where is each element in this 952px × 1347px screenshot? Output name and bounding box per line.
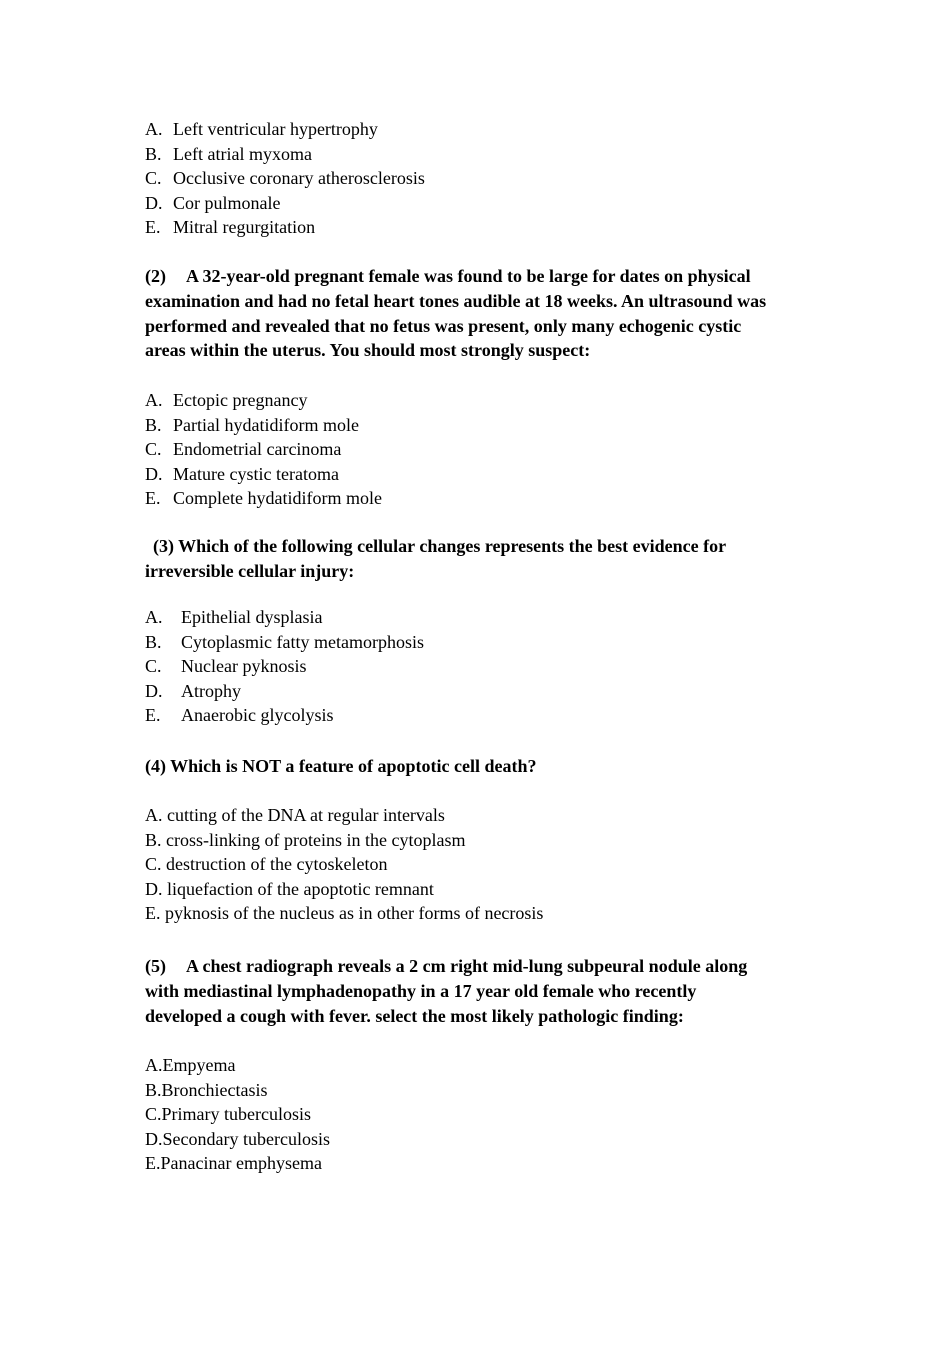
q3-option-c bbox=[145, 654, 825, 679]
q3-option-e bbox=[145, 703, 825, 728]
option-text: Mature cystic teratoma bbox=[173, 463, 339, 484]
option-text: Empyema bbox=[162, 1055, 236, 1075]
q5-option-a bbox=[145, 1053, 825, 1078]
q4-options bbox=[145, 803, 825, 926]
q1-option-b bbox=[145, 142, 825, 167]
option-text: cutting of the DNA at regular intervals bbox=[167, 805, 445, 825]
option-text: Mitral regurgitation bbox=[173, 217, 316, 238]
option-letter: E. bbox=[145, 1153, 161, 1174]
q5-number: (5) bbox=[145, 956, 166, 976]
option-text: Cor pulmonale bbox=[173, 192, 281, 213]
option-text: Panacinar emphysema bbox=[160, 1153, 322, 1174]
option-text: Cytoplasmic fatty metamorphosis bbox=[181, 631, 424, 652]
option-letter: A. bbox=[145, 805, 163, 825]
option-text: Epithelial dysplasia bbox=[181, 607, 323, 627]
option-letter: B. bbox=[145, 829, 162, 850]
option-letter: C. bbox=[145, 439, 162, 460]
option-letter: E. bbox=[145, 705, 161, 726]
option-text: Complete hydatidiform mole bbox=[173, 488, 382, 509]
q1-options bbox=[145, 117, 825, 240]
q4-question bbox=[145, 754, 825, 779]
q5-line-1 bbox=[145, 954, 825, 979]
q4-line-1: (4) Which is NOT a feature of apoptotic cell death? bbox=[145, 756, 537, 776]
q2-line-1 bbox=[145, 264, 825, 289]
option-text: Ectopic pregnancy bbox=[173, 390, 308, 410]
q5-option-c bbox=[145, 1102, 825, 1127]
q3-options bbox=[145, 605, 825, 728]
q2-option-e bbox=[145, 486, 825, 511]
q2-number: (2) bbox=[145, 266, 166, 286]
option-letter: D. bbox=[145, 192, 163, 213]
q4-option-d bbox=[145, 877, 825, 902]
option-text: pyknosis of the nucleus as in other forms of necrosis bbox=[165, 903, 544, 924]
option-text: Secondary tuberculosis bbox=[162, 1128, 330, 1149]
option-text: Occlusive coronary atherosclerosis bbox=[173, 168, 425, 189]
option-letter: E. bbox=[145, 488, 161, 509]
q2-line-4: areas within the uterus. You should most strongly suspect: bbox=[145, 340, 591, 361]
option-letter: E. bbox=[145, 903, 161, 924]
option-text: liquefaction of the apoptotic remnant bbox=[167, 878, 434, 899]
option-letter: D. bbox=[145, 463, 163, 484]
q4-option-e bbox=[145, 901, 825, 926]
option-letter: A. bbox=[145, 390, 163, 410]
option-letter: E. bbox=[145, 217, 161, 238]
option-letter: C. bbox=[145, 1104, 162, 1125]
q5-option-e bbox=[145, 1151, 825, 1176]
option-text: cross-linking of proteins in the cytoplasm bbox=[166, 829, 466, 850]
option-letter: B. bbox=[145, 1079, 162, 1100]
option-letter: A. bbox=[145, 119, 163, 139]
option-text: Partial hydatidiform mole bbox=[173, 414, 359, 435]
option-text: Anaerobic glycolysis bbox=[181, 705, 334, 726]
q5-options bbox=[145, 1053, 825, 1176]
option-letter: B. bbox=[145, 143, 162, 164]
q3-option-d bbox=[145, 679, 825, 704]
option-letter: D. bbox=[145, 680, 163, 701]
option-letter: C. bbox=[145, 168, 162, 189]
option-letter: D. bbox=[145, 878, 163, 899]
q2-options bbox=[145, 388, 825, 511]
option-text: Left ventricular hypertrophy bbox=[173, 119, 378, 139]
q5-question bbox=[145, 954, 825, 1028]
q2-option-b bbox=[145, 413, 825, 438]
option-letter: B. bbox=[145, 631, 162, 652]
option-text: Endometrial carcinoma bbox=[173, 439, 342, 460]
q3-line-2: irreversible cellular injury: bbox=[145, 560, 355, 581]
q3-question bbox=[145, 534, 825, 584]
q2-option-a bbox=[145, 388, 825, 413]
option-letter: B. bbox=[145, 414, 162, 435]
q1-option-d bbox=[145, 191, 825, 216]
q5-line-2: with mediastinal lymphadenopathy in a 17 year old female who recently bbox=[145, 980, 697, 1001]
option-text: Atrophy bbox=[181, 680, 241, 701]
q2-line-3: performed and revealed that no fetus was present, only many echogenic cystic bbox=[145, 315, 742, 336]
q4-option-b bbox=[145, 828, 825, 853]
q5-option-d bbox=[145, 1127, 825, 1152]
q3-option-a bbox=[145, 605, 825, 630]
option-text: Bronchiectasis bbox=[161, 1079, 268, 1100]
q1-option-e bbox=[145, 215, 825, 240]
q2-option-d bbox=[145, 462, 825, 487]
q3-option-b bbox=[145, 630, 825, 655]
q3-line-1: (3) Which of the following cellular changes represents the best evidence for bbox=[153, 536, 727, 556]
q1-option-c bbox=[145, 166, 825, 191]
option-letter: C. bbox=[145, 656, 162, 677]
q2-text-1: A 32-year-old pregnant female was found to be large for dates on physical bbox=[186, 266, 751, 286]
option-text: Left atrial myxoma bbox=[173, 143, 312, 164]
option-letter: D. bbox=[145, 1128, 163, 1149]
q4-option-c bbox=[145, 852, 825, 877]
q5-option-b bbox=[145, 1078, 825, 1103]
option-letter: C. bbox=[145, 854, 162, 875]
q5-line-3: developed a cough with fever. select the most likely pathologic finding: bbox=[145, 1005, 684, 1026]
q2-line-2: examination and had no fetal heart tones audible at 18 weeks. An ultrasound was bbox=[145, 290, 767, 311]
q5-text-1: A chest radiograph reveals a 2 cm right mid-lung subpeural nodule along bbox=[186, 956, 748, 976]
q4-option-a bbox=[145, 803, 825, 828]
option-text: Nuclear pyknosis bbox=[181, 656, 307, 677]
option-text: Primary tuberculosis bbox=[161, 1104, 311, 1125]
q1-option-a bbox=[145, 117, 825, 142]
option-letter: A. bbox=[145, 607, 163, 627]
option-letter: A. bbox=[145, 1055, 163, 1075]
option-text: destruction of the cytoskeleton bbox=[166, 854, 388, 875]
q2-option-c bbox=[145, 437, 825, 462]
q2-question bbox=[145, 264, 825, 363]
